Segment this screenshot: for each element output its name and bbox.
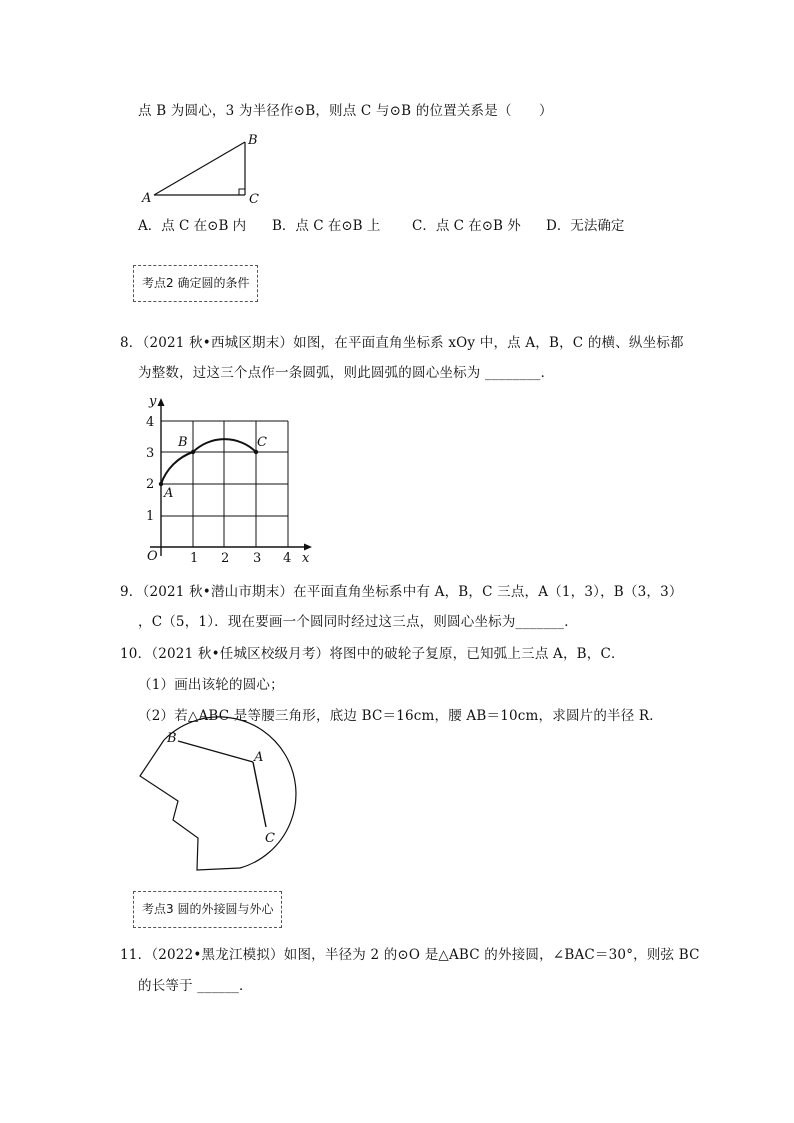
broken-edge	[140, 740, 240, 870]
q7-label-a: A	[142, 191, 152, 206]
q7-option-a[interactable]: A．点 C 在⊙B 内	[138, 218, 247, 234]
x-axis-label: x	[302, 551, 310, 566]
q10-label-a: A	[254, 750, 264, 765]
y-tick-4: 4	[146, 415, 155, 430]
chord-ba	[178, 741, 253, 762]
q7-stem-tail: 点 B 为圆心，3 为半径作⊙B，则点 C 与⊙B 的位置关系是（ ）	[138, 103, 553, 119]
q11-line-2: 的长等于 ______．	[138, 978, 253, 994]
x-tick-4: 4	[283, 551, 292, 566]
q8-label-a: A	[164, 486, 174, 501]
q10-sub-2: （2）若△ABC 是等腰三角形，底边 BC＝16cm，腰 AB＝10cm，求圆片的半径 R．	[138, 708, 664, 724]
q10-label-b: B	[167, 731, 177, 746]
y-tick-3: 3	[146, 446, 155, 461]
x-tick-1: 1	[190, 551, 199, 566]
q7-option-c[interactable]: C．点 C 在⊙B 外	[412, 218, 521, 234]
q7-label-b: B	[248, 133, 258, 148]
chord-ac	[253, 762, 266, 827]
x-tick-2: 2	[221, 551, 230, 566]
q7-option-d[interactable]: D．无法确定	[546, 218, 625, 234]
kaodian-2-box: 考点2 确定圆的条件	[133, 265, 258, 302]
q9-line-1: 9．（2021 秋•潜山市期末）在平面直角坐标系中有 A，B，C 三点，A（1，3），B（3，3）	[120, 584, 683, 600]
x-tick-3: 3	[253, 551, 262, 566]
q8-line-1: 8．（2021 秋•西城区期末）如图，在平面直角坐标系 xOy 中，点 A，B，C 的横、纵坐标都	[120, 335, 684, 351]
q10-label-c: C	[265, 831, 275, 846]
wheel-arc	[164, 717, 296, 868]
q8-line-2: 为整数，过这三个点作一条圆弧，则此圆弧的圆心坐标为 ________．	[138, 365, 555, 381]
y-tick-2: 2	[146, 477, 155, 492]
q10-sub-1: （1）画出该轮的圆心；	[138, 677, 284, 693]
q7-label-c: C	[249, 192, 259, 207]
q11-line-1: 11．（2022•黑龙江模拟）如图，半径为 2 的⊙O 是△ABC 的外接圆，∠BAC＝30°，则弦 BC	[120, 947, 700, 963]
q9-line-2: ，C（5，1）．现在要画一个圆同时经过这三点，则圆心坐标为_______．	[138, 614, 578, 630]
q10-line-1: 10．（2021 秋•任城区校级月考）将图中的破轮子复原，已知弧上三点 A，B，C．	[120, 646, 625, 662]
y-axis-label: y	[149, 394, 157, 409]
q8-label-b: B	[178, 435, 188, 450]
q8-label-c: C	[257, 435, 267, 450]
y-tick-1: 1	[146, 509, 155, 524]
origin-label: O	[147, 549, 158, 564]
kaodian-3-box: 考点3 圆的外接圆与外心	[133, 891, 282, 928]
q7-option-b[interactable]: B．点 C 在⊙B 上	[272, 218, 381, 234]
